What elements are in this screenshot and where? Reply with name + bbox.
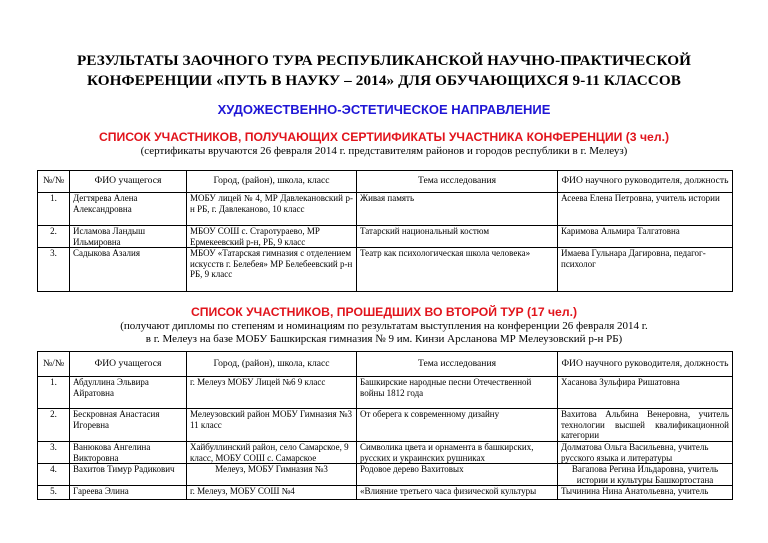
- list2-count: (17 чел.): [526, 305, 578, 319]
- student-name: Гареева Элина: [70, 486, 187, 500]
- col-topic-header: Тема исследования: [357, 352, 558, 377]
- student-name: Дегтярева Алена Александровна: [70, 193, 187, 226]
- table-row: [38, 486, 733, 500]
- row-number: 3.: [38, 442, 70, 464]
- table-header-row: [38, 352, 733, 377]
- table-row: [38, 442, 733, 464]
- supervisor: Имаева Гульнара Дагировна, педагог-психолог: [558, 248, 733, 292]
- supervisor: Хасанова Зульфира Ришатовна: [558, 377, 733, 409]
- col-number-header: №/№: [38, 352, 70, 377]
- table-row: [38, 409, 733, 442]
- student-name: Ванюкова Ангелина Викторовна: [70, 442, 187, 464]
- student-name: Вахитов Тимур Радикович: [70, 464, 187, 486]
- list1-note: (сертификаты вручаются 26 февраля 2014 г. представителям районов и городов республики в г. Мелеуз): [140, 145, 628, 157]
- row-number: 2.: [38, 409, 70, 442]
- school: Хайбуллинский район, село Самарское, 9 класс, МОБУ СОШ с. Самарское: [187, 442, 357, 464]
- topic: Татарский национальный костюм: [357, 226, 558, 248]
- school: г. Мелеуз, МОБУ СОШ №4: [187, 486, 357, 500]
- title-line-2: КОНФЕРЕНЦИИ «ПУТЬ В НАУКУ – 2014» ДЛЯ ОБУЧАЮЩИХСЯ 9-11 КЛАССОВ: [87, 72, 681, 89]
- student-name: Бескровная Анастасия Игоревна: [70, 409, 187, 442]
- supervisor: Вахитова Альбина Венеровна, учитель технологии высшей квалификационной категории: [558, 409, 733, 442]
- table-row: [38, 248, 733, 292]
- school: Мелеуз, МОБУ Гимназия №3: [187, 464, 357, 486]
- list2-note-2: в г. Мелеуз на базе МОБУ Башкирская гимназия № 9 им. Кинзи Арсланова МР Мелеузовский р-н РБ): [145, 333, 623, 345]
- student-name: Садыкова Азалия: [70, 248, 187, 292]
- list2-note-1: (получают дипломы по степеням и номинациям по результатам выступления на конференции 26 февраля 2014 г.: [120, 320, 648, 332]
- table-row: [38, 226, 733, 248]
- topic: Башкирские народные песни Отечественной войны 1812 года: [357, 377, 558, 409]
- col-school-header: Город, (район), школа, класс: [187, 352, 357, 377]
- row-number: 1.: [38, 377, 70, 409]
- topic: Родовое дерево Вахитовых: [357, 464, 558, 486]
- direction-heading: ХУДОЖЕСТВЕННО-ЭСТЕТИЧЕСКОЕ НАПРАВЛЕНИЕ: [217, 102, 551, 117]
- list2-heading: [0, 305, 768, 319]
- title-line-1: РЕЗУЛЬТАТЫ ЗАОЧНОГО ТУРА РЕСПУБЛИКАНСКОЙ НАУЧНО-ПРАКТИЧЕСКОЙ: [76, 52, 692, 69]
- school: Мелеузовский район МОБУ Гимназия №3 11 класс: [187, 409, 357, 442]
- student-name: Исламова Ландыш Ильмировна: [70, 226, 187, 248]
- row-number: 3.: [38, 248, 70, 292]
- table-row: [38, 193, 733, 226]
- student-name: Абдуллина Эльвира Айратовна: [70, 377, 187, 409]
- col-lead-header: ФИО научного руководителя, должность: [558, 171, 733, 193]
- topic: Символика цвета и орнамента в башкирских, русских и украинских рушниках: [357, 442, 558, 464]
- supervisor: Асеева Елена Петровна, учитель истории: [558, 193, 733, 226]
- row-number: 2.: [38, 226, 70, 248]
- row-number: 4.: [38, 464, 70, 486]
- topic: Живая память: [357, 193, 558, 226]
- supervisor: Тычинина Нина Анатольевна, учитель: [558, 486, 733, 500]
- list1-table: [37, 170, 733, 292]
- supervisor: Каримова Альмира Талгатовна: [558, 226, 733, 248]
- list2-table: [37, 351, 733, 500]
- school: МБОУ СОШ с. Старотураево, МР Ермекеевский р-н, РБ, 9 класс: [187, 226, 357, 248]
- school: г. Мелеуз МОБУ Лицей №6 9 класс: [187, 377, 357, 409]
- col-name-header: ФИО учащегося: [70, 171, 187, 193]
- list2-heading-text: СПИСОК УЧАСТНИКОВ, ПРОШЕДШИХ ВО ВТОРОЙ ТУР: [190, 305, 524, 319]
- topic: Театр как психологическая школа человека»: [357, 248, 558, 292]
- col-number-header: №/№: [38, 171, 70, 193]
- supervisor: Долматова Ольга Васильевна, учитель русского языка и литературы: [558, 442, 733, 464]
- topic: «Влияние третьего часа физической культуры: [357, 486, 558, 500]
- list1-heading: [0, 130, 768, 144]
- table-header-row: [38, 171, 733, 193]
- col-lead-header: ФИО научного руководителя, должность: [558, 352, 733, 377]
- school: МОБУ лицей № 4, МР Давлекановский р-н РБ, г. Давлеканово, 10 класс: [187, 193, 357, 226]
- col-school-header: Город, (район), школа, класс: [187, 171, 357, 193]
- table-row: [38, 377, 733, 409]
- topic: От оберега к современному дизайну: [357, 409, 558, 442]
- row-number: 1.: [38, 193, 70, 226]
- list1-heading-text: СПИСОК УЧАСТНИКОВ, ПОЛУЧАЮЩИХ СЕРТИИФИКАТЫ УЧАСТНИКА КОНФЕРЕНЦИИ: [98, 130, 623, 144]
- col-name-header: ФИО учащегося: [70, 352, 187, 377]
- table-row: [38, 464, 733, 486]
- list1-count: (3 чел.): [625, 130, 670, 144]
- col-topic-header: Тема исследования: [357, 171, 558, 193]
- supervisor: Вагапова Регина Ильдаровна, учитель истории и культуры Башкортостана: [558, 464, 733, 486]
- row-number: 5.: [38, 486, 70, 500]
- school: МБОУ «Татарская гимназия с отделением искусств г. Белебея» МР Белебеевский р-н РБ, 9 класс: [187, 248, 357, 292]
